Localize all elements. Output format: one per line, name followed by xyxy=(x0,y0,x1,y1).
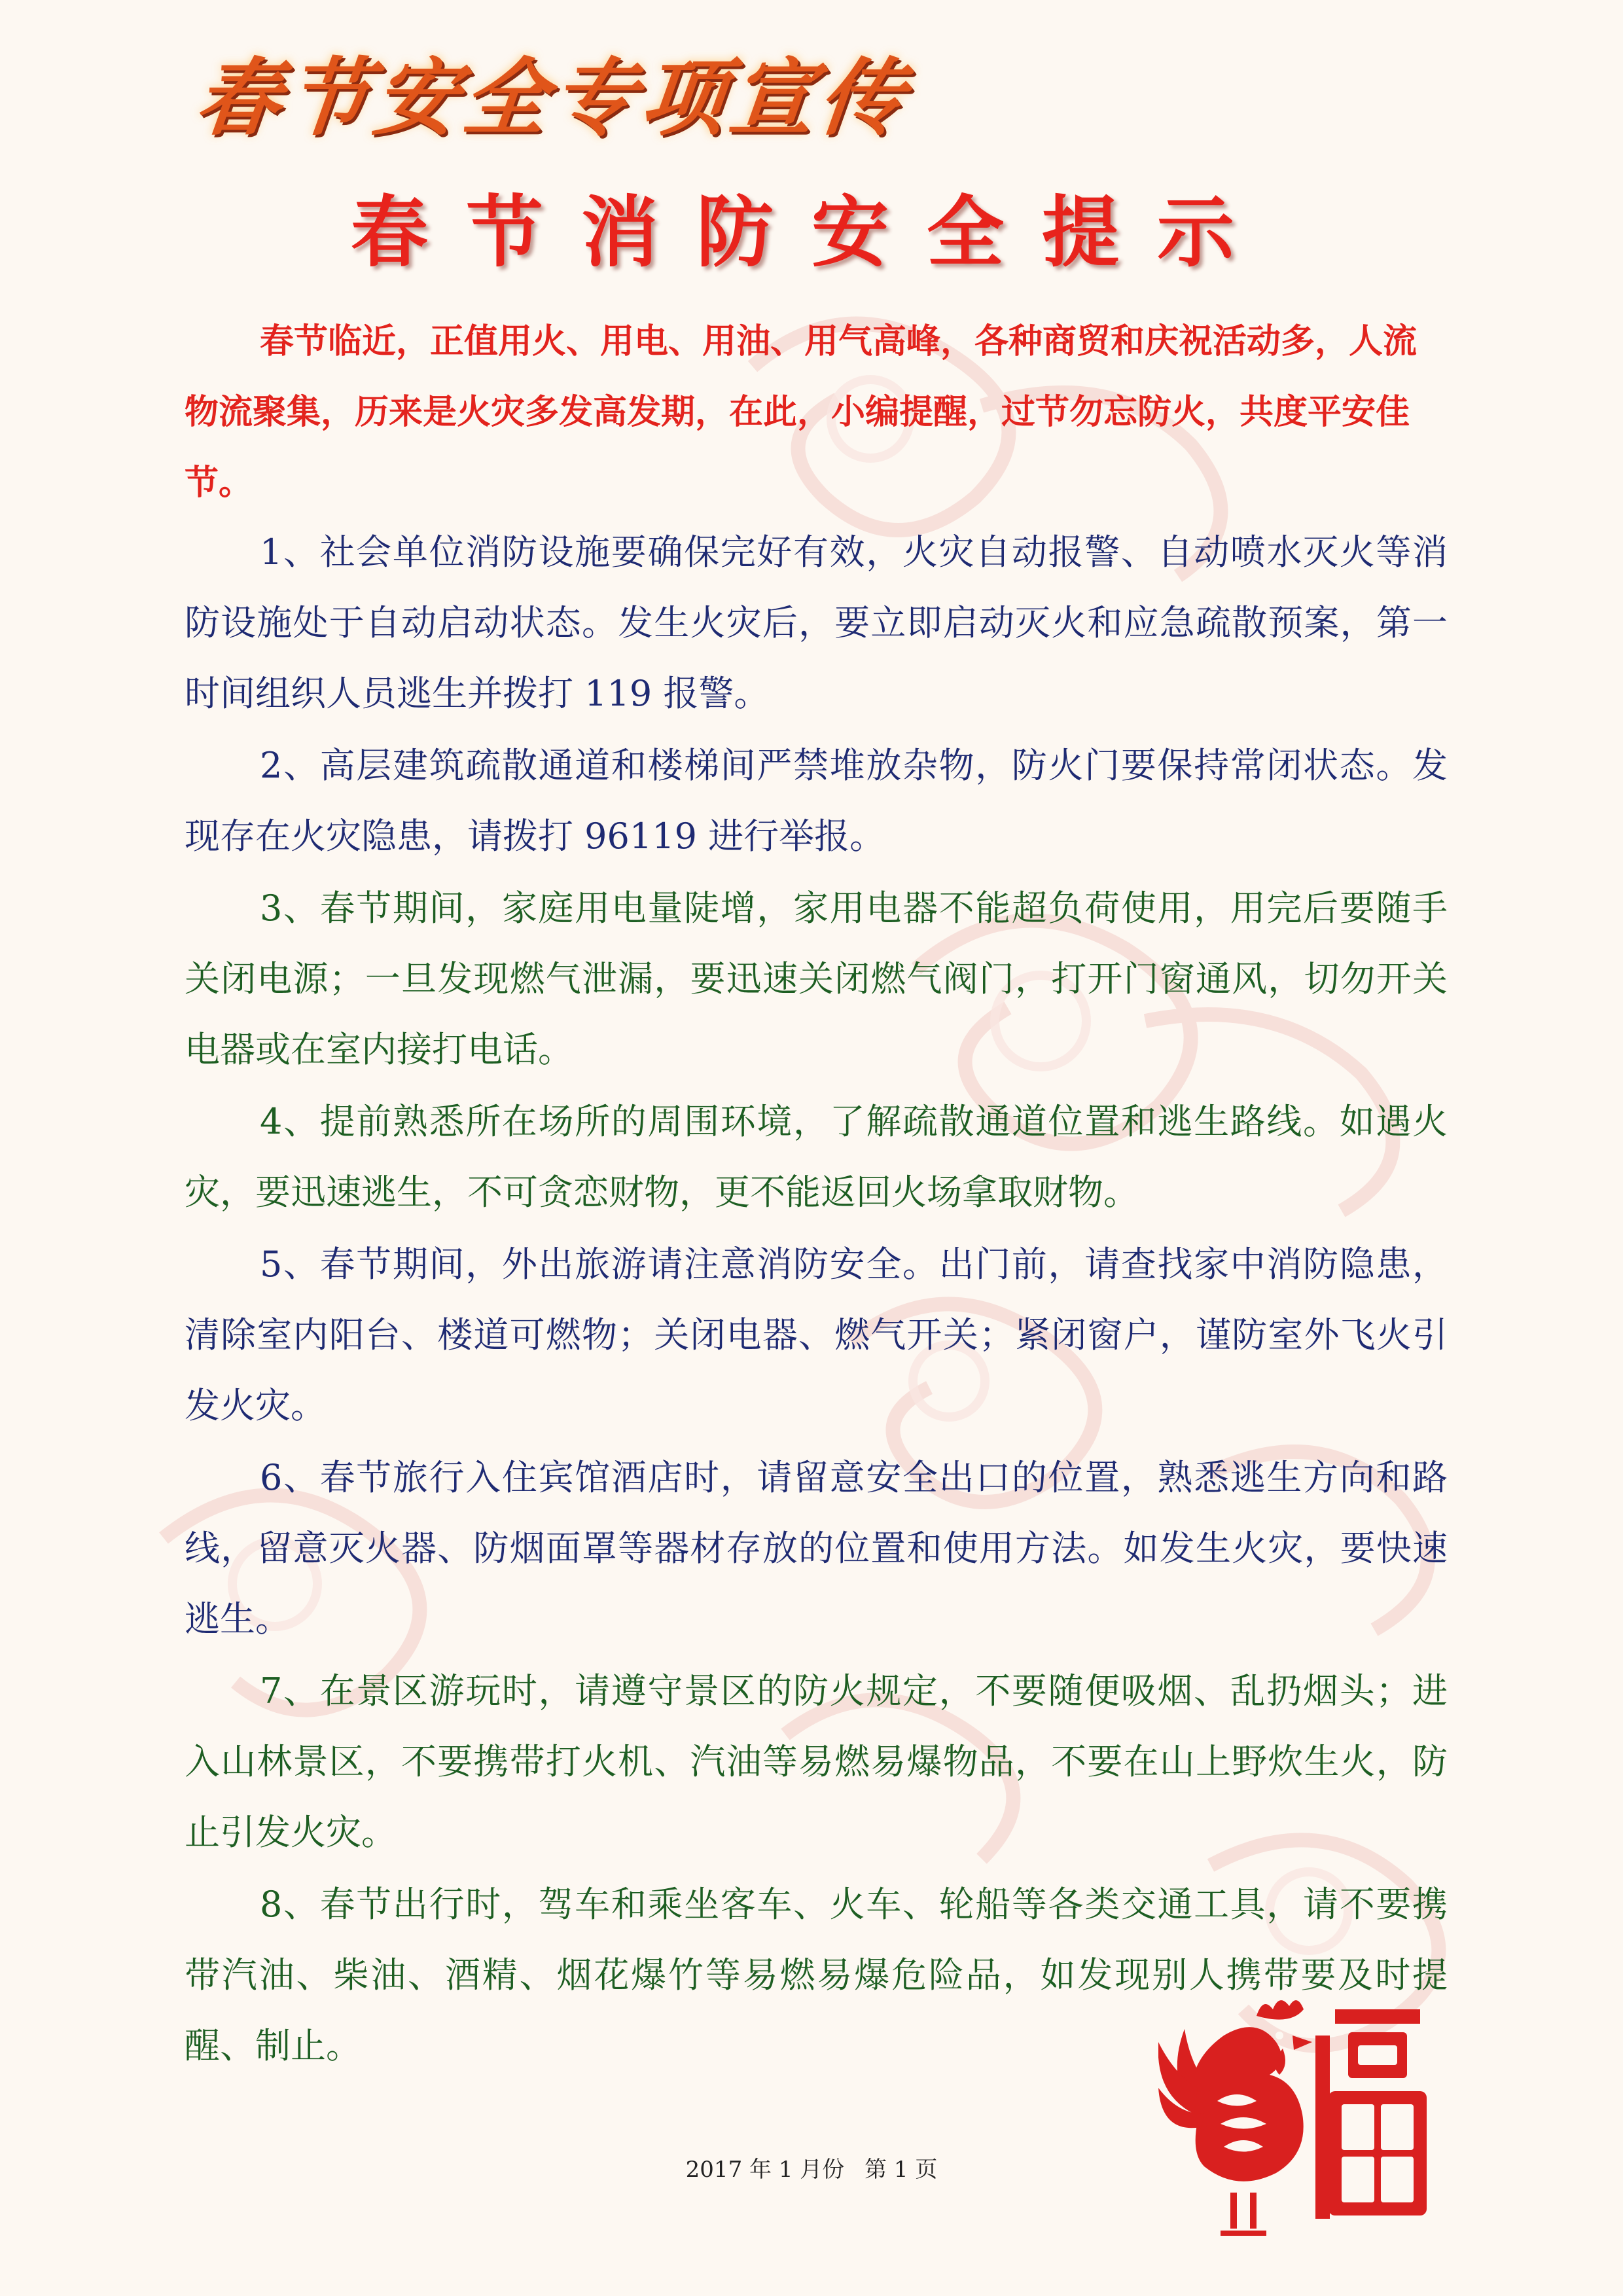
tip-item-3: 3、春节期间，家庭用电量陡增，家用电器不能超负荷使用，用完后要随手关闭电源；一旦发现燃气泄漏，要迅速关闭燃气阀门，打开门窗通风，切勿开关电器或在室内接打电话。 xyxy=(185,888,1448,1070)
intro-paragraph: 春节临近，正值用火、用电、用油、用气高峰，各种商贸和庆祝活动多，人流物流聚集，历来是火灾多发高发期，在此，小编提醒，过节勿忘防火，共度平安佳节。 xyxy=(185,322,1418,503)
tip-item-7: 7、在景区游玩时，请遵守景区的防火规定，不要随便吸烟、乱扔烟头；进入山林景区，不要携带打火机、汽油等易燃易爆物品，不要在山上野炊生火，防止引发火灾。 xyxy=(185,1670,1448,1853)
banner-heading: 春节安全专项宣传 xyxy=(191,49,914,147)
tip-item-8: 8、春节出行时，驾车和乘坐客车、火车、轮船等各类交通工具，请不要携带汽油、柴油、酒精、烟花爆竹等易燃易爆危险品，如发现别人携带要及时提醒、制止。 xyxy=(185,1884,1448,2066)
tip-item-1: 1、社会单位消防设施要确保完好有效，火灾自动报警、自动喷水灭火等消防设施处于自动启动状态。发生火灾后，要立即启动灭火和应急疏散预案，第一时间组织人员逃生并拨打 119 报警。 xyxy=(185,531,1448,714)
tips-list xyxy=(185,517,1448,2083)
tip-item-4: 4、提前熟悉所在场所的周围环境，了解疏散通道位置和逃生路线。如遇火灾，要迅速逃生，不可贪恋财物，更不能返回火场拿取财物。 xyxy=(185,1101,1448,1213)
page-title: 春节消防安全提示 xyxy=(350,187,1272,278)
tip-item-6: 6、春节旅行入住宾馆酒店时，请留意安全出口的位置，熟悉逃生方向和路线，留意灭火器、防烟面罩等器材存放的位置和使用方法。如发生火灾，要快速逃生。 xyxy=(185,1457,1448,1640)
footer-page-number: 第 1 页 xyxy=(865,2157,938,2183)
tip-item-5: 5、春节期间，外出旅游请注意消防安全。出门前，请查找家中消防隐患，清除室内阳台、楼道可燃物；关闭电器、燃气开关；紧闭窗户，谨防室外飞火引发火灾。 xyxy=(185,1244,1448,1426)
rooster-papercut-icon xyxy=(1158,1957,1440,2245)
page-footer xyxy=(0,2150,1623,2189)
footer-date: 2017 年 1 月份 xyxy=(685,2157,845,2183)
tip-item-2: 2、高层建筑疏散通道和楼梯间严禁堆放杂物，防火门要保持常闭状态。发现存在火灾隐患，请拨打 96119 进行举报。 xyxy=(185,745,1448,857)
